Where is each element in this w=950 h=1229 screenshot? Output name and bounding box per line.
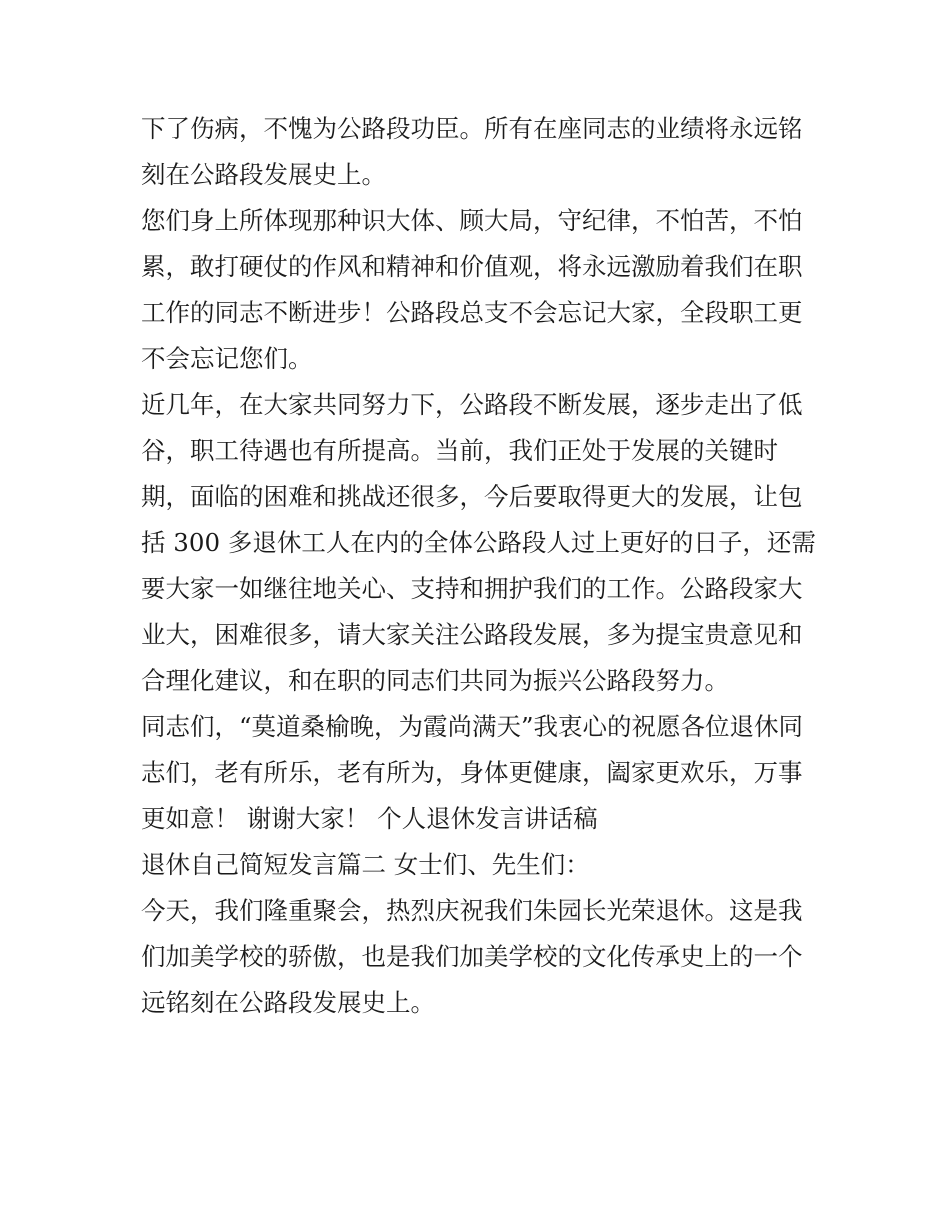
text-line: 同志们，“莫道桑榆晚，为霞尚满天”我衷心的祝愿各位退休同 [141,712,804,741]
text-line: 您们身上所体现那种识大体、顾大局，守纪律，不怕苦，不怕 [141,206,803,235]
text-line: 刻在公路段发展史上。 [141,160,386,189]
text-line: 工作的同志不断进步！公路段总支不会忘记大家，全段职工更 [141,298,803,327]
text-line: 们加美学校的骄傲，也是我们加美学校的文化传承史上的一个 [141,942,803,971]
document-body [141,106,821,1026]
text-line: 退休自己简短发言篇二 女士们、先生们： [141,850,590,879]
text-line: 志们，老有所乐，老有所为，身体更健康，阖家更欢乐，万事 [141,758,803,787]
text-line: 累，敢打硬仗的作风和精神和价值观，将永远激励着我们在职 [141,252,803,281]
text-line: 合理化建议，和在职的同志们共同为振兴公路段努力。 [141,666,729,695]
text-line: 远铭刻在公路段发展史上。 [141,988,435,1017]
text-line: 下了伤病，不愧为公路段功臣。所有在座同志的业绩将永远铭 [141,114,803,143]
text-line: 期，面临的困难和挑战还很多，今后要取得更大的发展，让包 [141,482,803,511]
text-line: 括 300 多退休工人在内的全体公路段人过上更好的日子，还需 [141,528,816,557]
text-line: 近几年，在大家共同努力下，公路段不断发展，逐步走出了低 [141,390,803,419]
text-line: 不会忘记您们。 [141,344,313,373]
text-line: 谷，职工待遇也有所提高。当前，我们正处于发展的关键时 [141,436,778,465]
text-line: 业大，困难很多，请大家关注公路段发展，多为提宝贵意见和 [141,620,803,649]
text-line: 要大家一如继往地关心、支持和拥护我们的工作。公路段家大 [141,574,803,603]
text-line: 今天，我们隆重聚会，热烈庆祝我们朱园长光荣退休。这是我 [141,896,803,925]
text-line: 更如意！ 谢谢大家！ 个人退休发言讲话稿 [141,804,598,833]
